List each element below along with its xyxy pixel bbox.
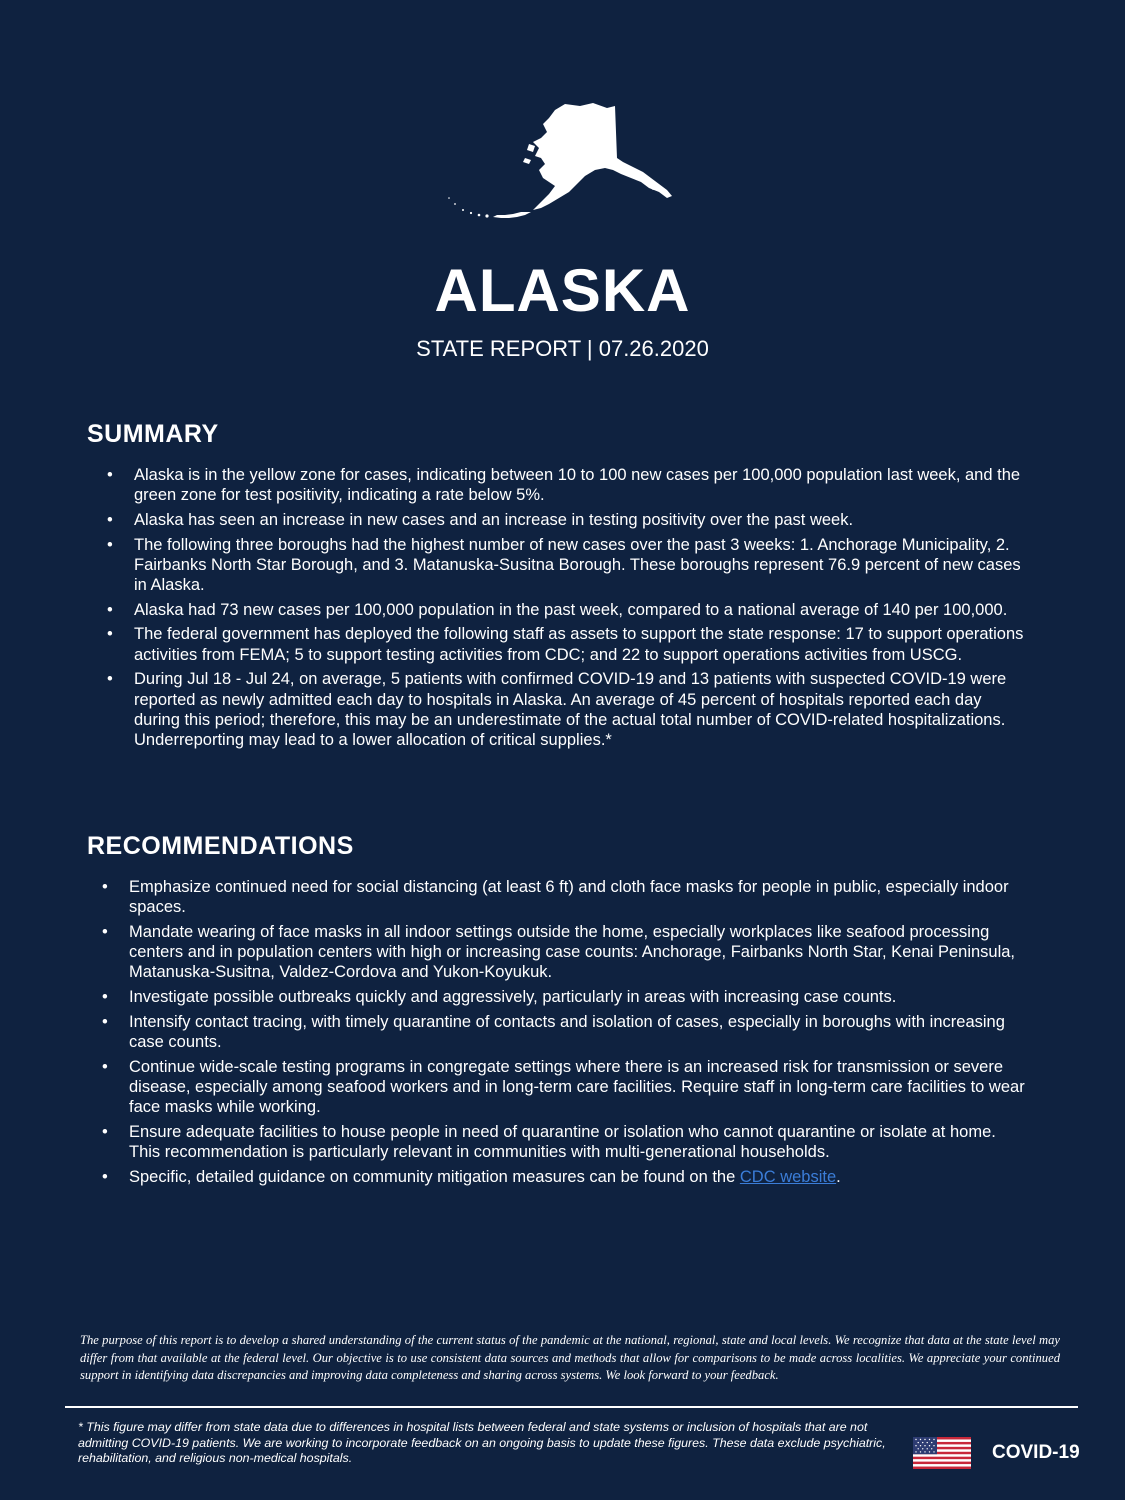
summary-item: • During Jul 18 - Jul 24, on average, 5 patients with confirmed COVID-19 and 13 patients with suspected COVID-19 were reported as newly admitted each day to hospitals in Alaska. An average of 45 percent of hospitals reported each day during this period; therefore, this may be an underestimate of the actual total number of COVID-related hospitalizations. Underreporting may lead to a lower allocation of critical supplies.* [134,669,1029,750]
summary-item: • Alaska is in the yellow zone for cases, indicating between 10 to 100 new cases per 100,000 population last week, and the green zone for test positivity, indicating a rate below 5%. [134,465,1029,505]
state-title: ALASKA [434,257,691,324]
summary-item: • Alaska had 73 new cases per 100,000 population in the past week, compared to a national average of 140 per 100,000. [134,600,1029,620]
recommendation-item: • Emphasize continued need for social distancing (at least 6 ft) and cloth face masks for people in public, especially indoor spaces. [129,877,1029,917]
report-purpose-note: The purpose of this report is to develop a shared understanding of the current status of the pandemic at the national, regional, state and local levels. We recognize that data at the state level may differ from that available at the federal level. Our objective is to use consistent data sources and methods that allow for comparisons to be made across localities. We appreciate your continued support in identifying data discrepancies and improving data completeness and sharing across systems. We look forward to your feedback. [80,1333,1060,1382]
recommendations-heading: RECOMMENDATIONS [87,832,354,860]
recommendation-item: • Intensify contact tracing, with timely quarantine of contacts and isolation of cases, especially in boroughs with increasing case counts. [129,1012,1029,1052]
guidance-text: Specific, detailed guidance on community mitigation measures can be found on the [129,1167,740,1186]
recommendation-item: • Investigate possible outbreaks quickly and aggressively, particularly in areas with increasing case counts. [129,987,1029,1007]
covid-19-label: COVID-19 [992,1442,1080,1463]
summary-heading: SUMMARY [87,420,219,448]
cdc-website-link[interactable]: CDC website [739,1167,837,1186]
summary-list [134,465,1029,755]
summary-item: • The federal government has deployed the following staff as assets to support the state response: 17 to support operations activities from FEMA; 5 to support testing activities from CDC; and 22 to support operations activities from USCG. [134,624,1029,664]
hospital-data-footnote: * This figure may differ from state data due to differences in hospital lists between federal and state systems or inclusion of hospitals that are not admitting COVID-19 patients. We are working to incorporate feedback on an ongoing basis to update these figures. These data exclude psychiatric, rehabilitation, and religious non-medical hospitals. [78,1420,886,1465]
guidance-period: . [836,1167,841,1186]
recommendation-item: • Continue wide-scale testing programs in congregate settings where there is an increased risk for transmission or severe disease, especially among seafood workers and in long-term care facilities. Require staff in long-term care facilities to wear face masks while working. [129,1057,1029,1118]
footer-divider [65,1406,1078,1408]
alaska-map-icon [445,98,680,228]
summary-item: • Alaska has seen an increase in new cases and an increase in testing positivity over the past week. [134,510,1029,530]
recommendation-item: • Mandate wearing of face masks in all indoor settings outside the home, especially workplaces like seafood processing centers and in population centers with high or increasing case counts: Anchorage, Fairbanks North Star, Kenai Peninsula, Matanuska-Susitna, Valdez-Cordova and Yukon-Koyukuk. [129,922,1029,983]
report-date-subtitle: STATE REPORT | 07.26.2020 [416,336,709,361]
recommendation-item: • Ensure adequate facilities to house people in need of quarantine or isolation who cannot quarantine or isolate at home. This recommendation is particularly relevant in communities with multi-generational households. [129,1122,1029,1162]
summary-item: • The following three boroughs had the highest number of new cases over the past 3 weeks: 1. Anchorage Municipality, 2. Fairbanks North Star Borough, and 3. Matanuska-Susitna Borough. These boroughs represent 76.9 percent of new cases in Alaska. [134,535,1029,596]
us-flag-icon [913,1437,971,1469]
recommendation-item-guidance [129,1167,1029,1187]
recommendations-list [129,877,1029,1191]
